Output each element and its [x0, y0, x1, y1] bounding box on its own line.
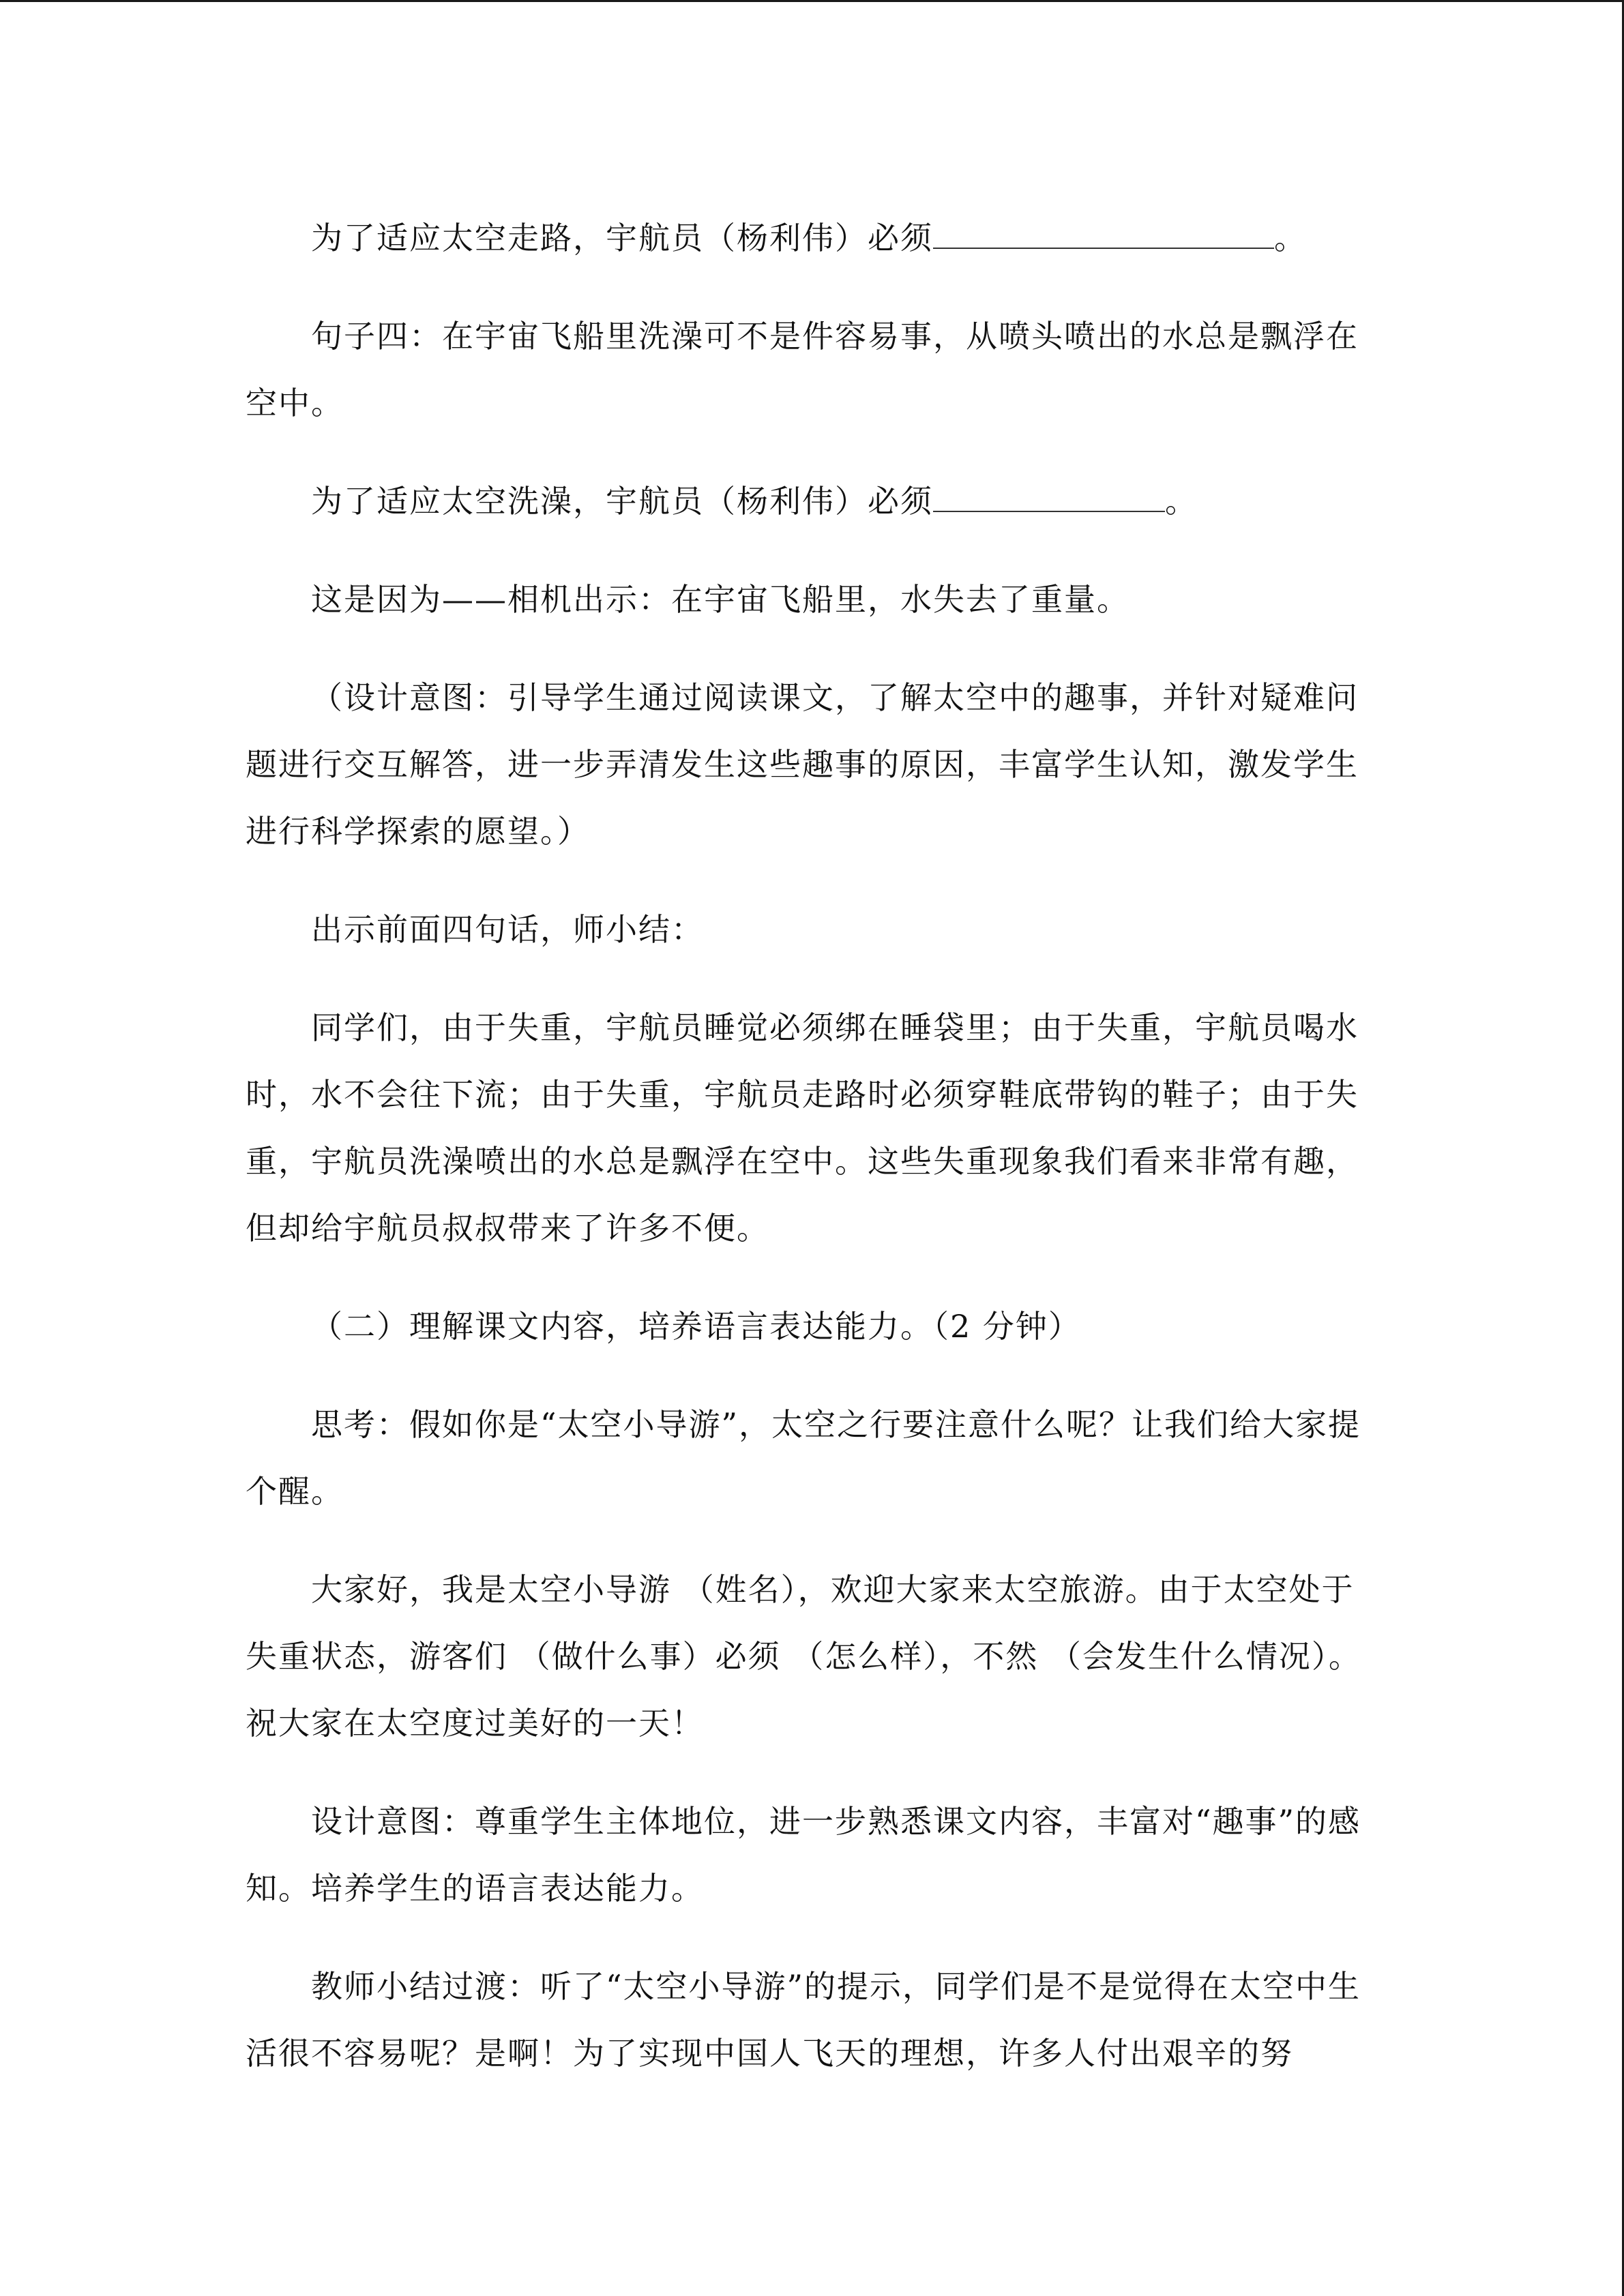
paragraph-teacher-summary: 同学们，由于失重，宇航员睡觉必须绑在睡袋里；由于失重，宇航员喝水时，水不会往下流；由于失重，宇航员走路时必须穿鞋底带钩的鞋子；由于失重，宇航员洗澡喷出的水总是飘浮在空中。这些失重现象我们看来非常有趣，但却给宇航员叔叔带来了许多不便。 [246, 1009, 1359, 1247]
page-top-border [0, 0, 1624, 2]
document-body [246, 205, 1378, 2118]
paragraph-design-intent-2: 设计意图：尊重学生主体地位，进一步熟悉课文内容，丰富对“趣事”的感知。培养学生的语言表达能力。 [246, 1803, 1361, 1907]
paragraph-show-sentences: 出示前面四句话，师小结： [311, 911, 704, 948]
paragraph-transition: 教师小结过渡：听了“太空小导游”的提示，同学们是不是觉得在太空中生活很不容易呢？是啊！为了实现中国人飞天的理想，许多人付出艰辛的努 [246, 1968, 1361, 2072]
paragraph-walking-fill-blank [246, 205, 1378, 271]
section-heading-2: （二）理解课文内容，培养语言表达能力。（2 分钟） [311, 1308, 1081, 1345]
paragraph-reason: 这是因为——相机出示：在宇宙飞船里，水失去了重量。 [311, 581, 1130, 618]
bathing-prompt-end: 。 [1165, 483, 1198, 520]
paragraph-think: 思考：假如你是“太空小导游”，太空之行要注意什么呢？让我们给大家提个醒。 [246, 1406, 1361, 1510]
paragraph-design-intent-1: （设计意图：引导学生通过阅读课文，了解太空中的趣事，并针对疑难问题进行交互解答，进一步弄清发生这些趣事的原因，丰富学生认知，激发学生进行科学探索的愿望。） [246, 679, 1359, 850]
walking-prompt-end: 。 [1274, 220, 1307, 256]
walking-prompt-text: 为了适应太空走路，宇航员（杨利伟）必须 [311, 220, 933, 256]
paragraph-tour-guide: 大家好，我是太空小导游 （姓名），欢迎大家来太空旅游。由于太空处于失重状态，游客们 （做什么事）必须 （怎么样），不然 （会发生什么情况）。祝大家在太空度过美好的一天！ [246, 1571, 1361, 1742]
paragraph-bathing-fill-blank [246, 468, 1378, 535]
answer-blank-bathing[interactable] [933, 483, 1165, 512]
paragraph-sentence-four: 句子四：在宇宙飞船里洗澡可不是件容易事，从喷头喷出的水总是飘浮在空中。 [246, 318, 1359, 421]
answer-blank-walking[interactable] [933, 220, 1274, 249]
bathing-prompt-text: 为了适应太空洗澡，宇航员（杨利伟）必须 [311, 483, 933, 520]
